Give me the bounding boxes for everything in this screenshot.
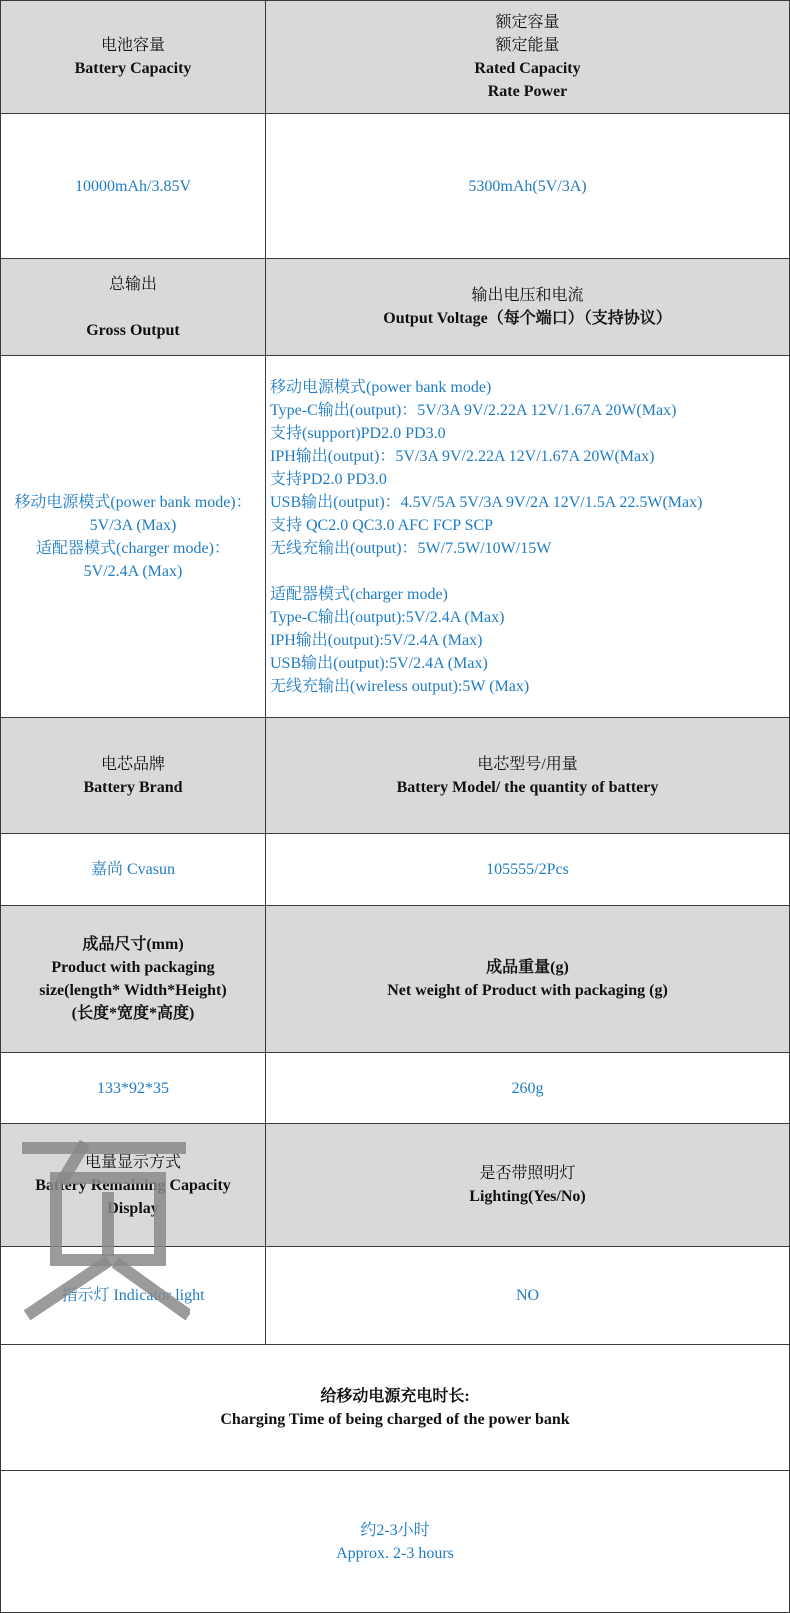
table-row <box>1 114 790 259</box>
charging-time-header: 给移动电源充电时长: Charging Time of being charged of the power bank <box>1 1345 790 1471</box>
product-size-value: 133*92*35 <box>1 1053 266 1124</box>
table-row <box>1 259 790 356</box>
table-row <box>1 1247 790 1345</box>
battery-model-header: 电芯型号/用量 Battery Model/ the quantity of battery <box>266 718 790 834</box>
charging-time-value: 约2-3小时 Approx. 2-3 hours <box>1 1471 790 1613</box>
table-row <box>1 1 790 114</box>
capacity-display-value: 指示灯 Indicator light <box>1 1247 266 1345</box>
table-row <box>1 356 790 718</box>
battery-brand-value: 嘉尚 Cvasun <box>1 834 266 906</box>
gross-output-value: 移动电源模式(power bank mode)： 5V/3A (Max) 适配器模式(charger mode)： 5V/2.4A (Max) <box>1 356 266 718</box>
lighting-value: NO <box>266 1247 790 1345</box>
product-size-header: 成品尺寸(mm) Product with packaging size(length* Width*Height) (长度*宽度*高度) <box>1 906 266 1053</box>
table-row <box>1 1471 790 1613</box>
battery-model-value: 105555/2Pcs <box>266 834 790 906</box>
rated-capacity-value: 5300mAh(5V/3A) <box>266 114 790 259</box>
table-row <box>1 906 790 1053</box>
gross-output-header: 总输出 Gross Output <box>1 259 266 356</box>
net-weight-value: 260g <box>266 1053 790 1124</box>
net-weight-header: 成品重量(g) Net weight of Product with packaging (g) <box>266 906 790 1053</box>
capacity-display-header: 电量显示方式 Battery Remaining Capacity Display <box>1 1124 266 1247</box>
table-row <box>1 1124 790 1247</box>
rated-capacity-header: 额定容量 额定能量 Rated Capacity Rate Power <box>266 1 790 114</box>
output-voltage-header: 输出电压和电流 Output Voltage（每个端口）（支持协议） <box>266 259 790 356</box>
table-row <box>1 718 790 834</box>
lighting-header: 是否带照明灯 Lighting(Yes/No) <box>266 1124 790 1247</box>
battery-capacity-value: 10000mAh/3.85V <box>1 114 266 259</box>
table-row <box>1 834 790 906</box>
output-voltage-value: 移动电源模式(power bank mode) Type-C输出(output)：5V/3A 9V/2.22A 12V/1.67A 20W(Max) 支持(support)PD2.0 PD3.0 IPH输出(output)：5V/3A 9V/2.22A 12V/1.67A 20W(Max) 支持PD2.0 PD3.0 USB输出(output)：4.5V/5A 5V/3A 9V/2A 12V/1.5A 22.5W(Max) 支持 QC2.0 QC3.0 AFC FCP SCP 无线充输出(output)：5W/7.5W/10W/15W 适配器模式(charger mode) Type-C输出(output):5V/2.4A (Max) IPH输出(output):5V/2.4A (Max) USB输出(output):5V/2.4A (Max) 无线充输出(wireless output):5W (Max) <box>266 356 790 718</box>
table-row <box>1 1053 790 1124</box>
table-row <box>1 1345 790 1471</box>
battery-brand-header: 电芯品牌 Battery Brand <box>1 718 266 834</box>
battery-capacity-header: 电池容量 Battery Capacity <box>1 1 266 114</box>
